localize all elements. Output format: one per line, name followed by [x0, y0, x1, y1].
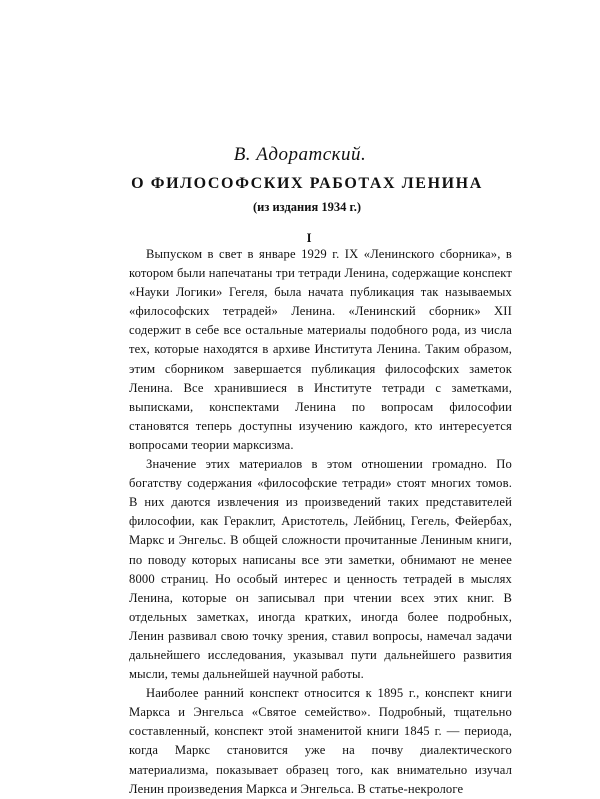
section-number: I — [306, 231, 312, 245]
article-subtitle: (из издания 1934 г.) — [252, 200, 362, 214]
author-name: В. Адоратский. — [233, 144, 367, 165]
paragraph-1: Выпуском в свет в январе 1929 г. IX «Ленинского сборника», в котором были напечатаны три тетради Ленина, содержащие конспект «Науки Логики» Гегеля, была начата публикация так называемых «философских тетрадей» Ленина. «Ленинский сборник» XII содержит в себе все остальные материалы подобного рода, из числа тех, которые находятся в архиве Института Ленина. Таким образом, этим сборником завершается публикация философских заметок Ленина. Все хранившиеся в Институте тетради с заметками, выписками, конспектами Ленина по вопросам философии становятся теперь доступны изучению каждого, кто интересуется вопросами теории марксизма. — [129, 247, 512, 452]
article-body — [129, 245, 512, 799]
article-title: О ФИЛОСОФСКИХ РАБОТАХ ЛЕНИНА — [131, 175, 483, 192]
paragraph-3: Наиболее ранний конспект относится к 1895 г., конспект книги Маркса и Энгельса «Святое семейство». Подробный, тщательно составленный, конспект этой знаменитой книги 1845 г. — периода, когда Маркс становится уже на почву диалектического материализма, показывает образец того, как внимательно изучал Ленин произведения Маркса и Энгельса. В статье-некрологе — [129, 686, 512, 796]
paragraph-2: Значение этих материалов в этом отношении громадно. По богатству содержания «философские тетради» стоят многих томов. В них даются извлечения из произведений таких представителей философии, как Гераклит, Аристотель, Лейбниц, Гегель, Фейербах, Маркс и Энгельс. В общей сложности прочитанные Лениным книги, по поводу которых написаны все эти заметки, обнимают не менее 8000 страниц. Но особый интерес и ценность тетрадей в мыслях Ленина, которые он записывал при чтении всех этих книг. В отдельных заметках, иногда кратких, иногда более подробных, Ленин развивал свою точку зрения, ставил вопросы, намечал задачи дальнейшего исследования, указывал пути дальнейшего развития мысли, темы дальнейшей научной работы. — [129, 457, 512, 682]
